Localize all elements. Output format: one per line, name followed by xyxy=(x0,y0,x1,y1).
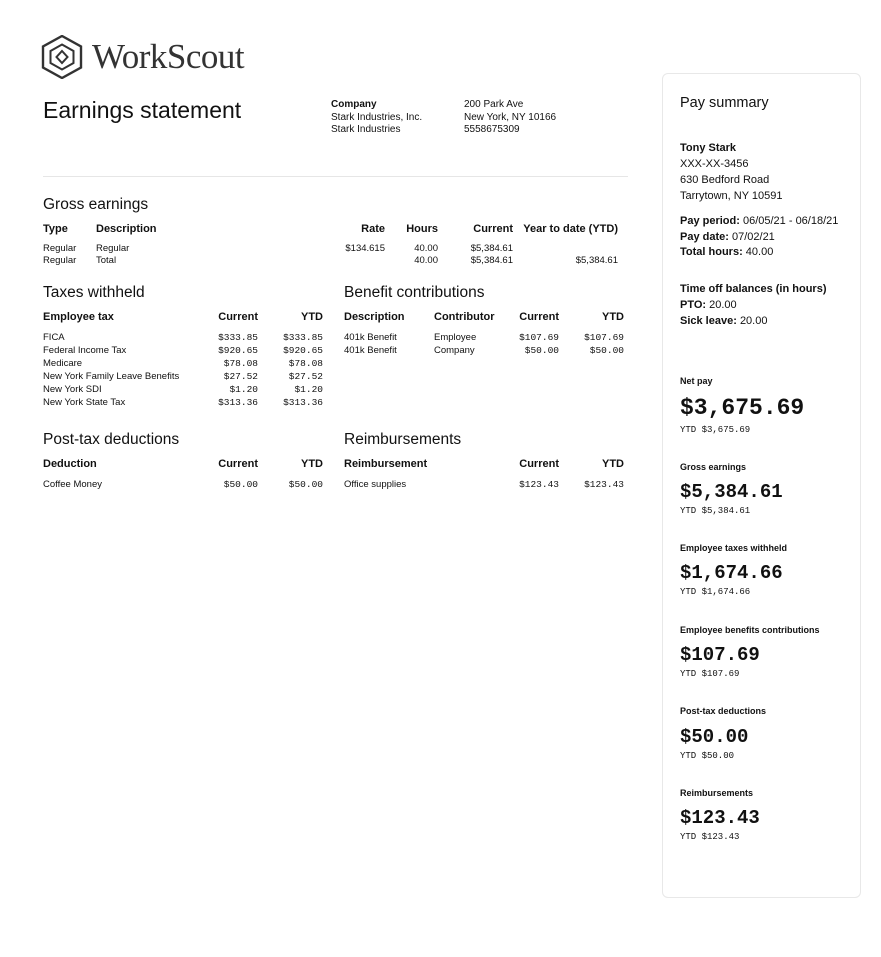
workscout-logo xyxy=(40,35,244,79)
col-employee-tax: Employee tax xyxy=(43,311,114,323)
col-current: Current xyxy=(519,311,559,323)
col-deduction: Deduction xyxy=(43,458,97,470)
gross-earnings-amount: $5,384.61 xyxy=(680,481,783,503)
col-rate: Rate xyxy=(361,223,385,235)
employee-ssn: XXX-XX-3456 xyxy=(680,158,749,170)
brand-name: WorkScout xyxy=(92,37,245,76)
cell-tax-name: FICA xyxy=(43,332,65,343)
cell-current: $920.65 xyxy=(218,345,258,356)
table-row xyxy=(344,478,624,491)
cell-ytd: $50.00 xyxy=(288,479,323,490)
cell-contributor: Company xyxy=(434,345,475,356)
gross-earnings-table xyxy=(43,223,618,267)
taxes-table xyxy=(43,311,323,409)
reimbursements-table xyxy=(344,458,624,491)
sick-leave-balance xyxy=(680,315,767,327)
cell-tax-name: New York Family Leave Benefits xyxy=(43,371,180,382)
table-header-row xyxy=(344,458,624,478)
total-hours-label: Total hours: xyxy=(680,246,743,258)
sick-label: Sick leave: xyxy=(680,315,737,327)
pay-period xyxy=(680,215,838,227)
pay-date-label: Pay date: xyxy=(680,231,729,243)
cell-hours: 40.00 xyxy=(414,243,438,254)
cell-tax-name: New York SDI xyxy=(43,384,102,395)
cell-ytd: $5,384.61 xyxy=(575,255,618,266)
employee-address-line2: Tarrytown, NY 10591 xyxy=(680,190,783,202)
table-row xyxy=(43,370,323,383)
cell-ytd: $920.65 xyxy=(283,345,323,356)
cell-description: 401k Benefit xyxy=(344,345,397,356)
post-tax-table xyxy=(43,458,323,491)
hexagon-logo-icon xyxy=(40,35,84,79)
table-row xyxy=(43,344,323,357)
sick-value: 20.00 xyxy=(739,315,768,327)
total-hours-value: 40.00 xyxy=(745,246,774,258)
taxes-withheld-ytd: YTD $1,674.66 xyxy=(680,587,751,597)
cell-type: Regular xyxy=(43,243,77,254)
cell-ytd: $123.43 xyxy=(584,479,624,490)
col-contributor: Contributor xyxy=(434,311,495,323)
cell-type: Regular xyxy=(43,255,77,266)
cell-current: $78.08 xyxy=(223,358,258,369)
reimbursements-title: Reimbursements xyxy=(344,431,462,448)
cell-current: $1.20 xyxy=(229,384,258,395)
benefits-contributions-ytd: YTD $107.69 xyxy=(680,669,740,679)
pay-date-value: 07/02/21 xyxy=(731,231,775,243)
benefits-table xyxy=(344,311,624,357)
col-ytd: YTD xyxy=(301,458,323,470)
time-off-title-text: Time off balances (in hours) xyxy=(680,283,827,295)
cell-current: $123.43 xyxy=(519,479,559,490)
cell-ytd: $333.85 xyxy=(283,332,323,343)
cell-ytd: $78.08 xyxy=(288,358,323,369)
table-row xyxy=(43,357,323,370)
post-tax-deductions-ytd: YTD $50.00 xyxy=(680,751,735,761)
post-tax-title: Post-tax deductions xyxy=(43,431,180,448)
cell-ytd: $50.00 xyxy=(589,345,624,356)
pay-date xyxy=(680,231,775,243)
table-row xyxy=(43,243,618,255)
cell-hours: 40.00 xyxy=(414,255,438,266)
benefits-title: Benefit contributions xyxy=(344,284,485,301)
cell-current: $50.00 xyxy=(223,479,258,490)
net-pay-label: Net pay xyxy=(680,376,713,386)
taxes-withheld-label: Employee taxes withheld xyxy=(680,543,788,553)
employee-address-line1: 630 Bedford Road xyxy=(680,174,770,186)
table-row xyxy=(43,331,323,344)
company-name-line1: Stark Industries, Inc. xyxy=(331,111,423,123)
table-header-row xyxy=(43,458,323,478)
company-label: Company xyxy=(331,99,377,110)
table-header-row xyxy=(344,311,624,331)
col-current: Current xyxy=(218,311,258,323)
cell-tax-name: New York State Tax xyxy=(43,397,126,408)
cell-ytd: $1.20 xyxy=(294,384,323,395)
cell-current: $5,384.61 xyxy=(470,255,513,266)
table-row xyxy=(43,255,618,267)
cell-current: $50.00 xyxy=(524,345,559,356)
table-row xyxy=(43,478,323,491)
company-name-line2: Stark Industries xyxy=(331,124,401,136)
reimbursements-amount: $123.43 xyxy=(680,807,760,829)
company-address xyxy=(464,99,556,137)
reimbursements-ytd: YTD $123.43 xyxy=(680,832,740,842)
company-address-line2: New York, NY 10166 xyxy=(464,111,557,123)
col-reimbursement: Reimbursement xyxy=(344,458,428,470)
cell-current: $107.69 xyxy=(519,332,559,343)
post-tax-deductions-amount: $50.00 xyxy=(680,726,749,748)
col-description: Description xyxy=(344,311,405,323)
table-header-row xyxy=(43,311,323,331)
cell-current: $27.52 xyxy=(223,371,258,382)
cell-contributor: Employee xyxy=(434,332,477,343)
table-row xyxy=(43,383,323,396)
cell-current: $313.36 xyxy=(218,397,258,408)
table-row xyxy=(43,396,323,409)
pay-period-label: Pay period: xyxy=(680,215,740,227)
table-row xyxy=(344,344,624,357)
cell-reimbursement-name: Office supplies xyxy=(344,479,407,490)
pto-label: PTO: xyxy=(680,299,707,311)
net-pay-amount: $3,675.69 xyxy=(680,395,805,421)
cell-ytd: $27.52 xyxy=(288,371,323,382)
cell-ytd xyxy=(513,243,618,255)
cell-deduction-name: Coffee Money xyxy=(43,479,102,490)
col-current: Current xyxy=(218,458,258,470)
total-hours xyxy=(680,246,773,258)
pay-summary-title: Pay summary xyxy=(680,95,769,111)
pto-balance xyxy=(680,299,737,311)
gross-earnings-label: Gross earnings xyxy=(680,462,747,472)
page-title: Earnings statement xyxy=(43,97,242,123)
cell-ytd: $107.69 xyxy=(584,332,624,343)
benefits-contributions-label: Employee benefits contributions xyxy=(680,625,820,635)
pay-summary-card xyxy=(662,73,861,898)
col-current: Current xyxy=(519,458,559,470)
col-type: Type xyxy=(43,223,68,235)
net-pay-ytd: YTD $3,675.69 xyxy=(680,425,751,435)
cell-rate xyxy=(291,255,385,267)
taxes-title: Taxes withheld xyxy=(43,284,145,301)
company-phone: 5558675309 xyxy=(464,124,520,136)
taxes-withheld-amount: $1,674.66 xyxy=(680,562,783,584)
employee-name-text: Tony Stark xyxy=(680,142,737,154)
col-ytd: YTD xyxy=(301,311,323,323)
table-row xyxy=(344,331,624,344)
company-info xyxy=(331,99,422,137)
col-hours: Hours xyxy=(406,223,438,235)
cell-rate: $134.615 xyxy=(345,243,385,254)
header-divider xyxy=(43,176,628,177)
col-ytd: YTD xyxy=(602,311,624,323)
pto-value: 20.00 xyxy=(709,299,737,311)
cell-description: 401k Benefit xyxy=(344,332,397,343)
cell-tax-name: Medicare xyxy=(43,358,83,369)
pay-period-value: 06/05/21 - 06/18/21 xyxy=(742,215,839,227)
cell-description: Total xyxy=(96,255,117,266)
post-tax-deductions-label: Post-tax deductions xyxy=(680,706,767,716)
reimbursements-label: Reimbursements xyxy=(680,788,754,798)
cell-tax-name: Federal Income Tax xyxy=(43,345,127,356)
cell-current: $5,384.61 xyxy=(470,243,513,254)
cell-description: Regular xyxy=(96,243,130,254)
col-ytd: YTD xyxy=(602,458,624,470)
time-off-title xyxy=(680,283,827,295)
cell-ytd: $313.36 xyxy=(283,397,323,408)
table-header-row xyxy=(43,223,618,243)
employee-name xyxy=(680,142,736,154)
gross-earnings-ytd: YTD $5,384.61 xyxy=(680,506,751,516)
company-address-line1: 200 Park Ave xyxy=(464,99,524,110)
gross-earnings-title: Gross earnings xyxy=(43,196,149,213)
col-current: Current xyxy=(473,223,513,235)
col-description: Description xyxy=(96,223,157,235)
benefits-contributions-amount: $107.69 xyxy=(680,644,760,666)
col-ytd: Year to date (YTD) xyxy=(523,223,618,235)
cell-current: $333.85 xyxy=(218,332,258,343)
